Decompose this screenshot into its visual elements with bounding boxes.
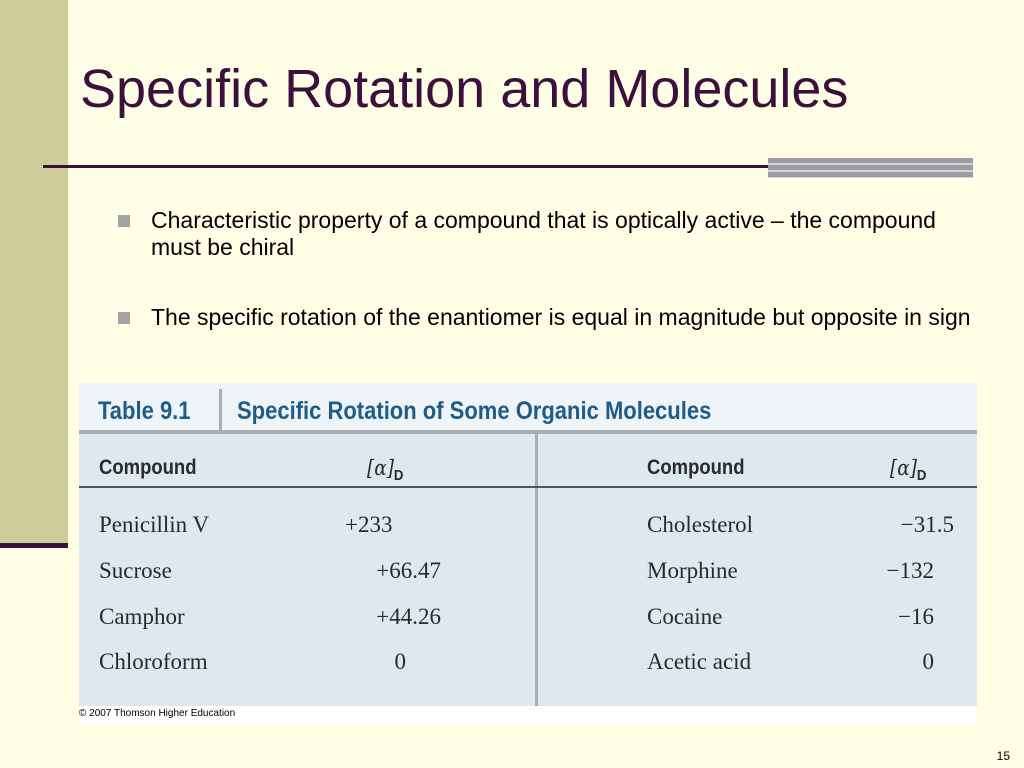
left-compound-header: Compound bbox=[99, 456, 197, 479]
left-compound-cell: Penicillin V bbox=[99, 512, 210, 537]
right-compound-header: Compound bbox=[647, 456, 745, 479]
rotation-subscript: D bbox=[916, 467, 927, 485]
bullet-text: Characteristic property of a compound that is optically active – the compound must be chiral bbox=[151, 207, 936, 260]
alpha-symbol: [α] bbox=[890, 456, 917, 480]
left-compound-cell: Camphor bbox=[99, 604, 185, 629]
right-rotation-cell: −132 bbox=[886, 558, 934, 583]
left-rotation-cell: +44.26 bbox=[376, 604, 441, 629]
left-accent-rule bbox=[0, 543, 68, 548]
bullet-item bbox=[118, 207, 978, 261]
title-underline bbox=[43, 165, 771, 168]
copyright-footer: © 2007 Thomson Higher Education bbox=[79, 708, 236, 719]
table-caption: Specific Rotation of Some Organic Molecules bbox=[237, 397, 712, 425]
left-compound-cell: Chloroform bbox=[99, 649, 208, 674]
table-column-divider bbox=[535, 434, 538, 706]
right-compound-cell: Cholesterol bbox=[647, 512, 754, 537]
column-header-rule bbox=[79, 486, 977, 488]
rotation-subscript: D bbox=[393, 467, 404, 485]
right-rotation-cell: −31.5 bbox=[900, 512, 954, 537]
left-rotation-cell: +233 bbox=[345, 512, 393, 537]
rotation-table-figure bbox=[79, 383, 977, 724]
bullet-list bbox=[118, 207, 978, 374]
right-compound-cell: Morphine bbox=[647, 558, 738, 583]
right-rotation-cell: −16 bbox=[898, 604, 934, 629]
left-accent-band bbox=[0, 0, 68, 546]
bullet-item bbox=[118, 304, 978, 331]
square-bullet-icon bbox=[118, 215, 130, 227]
page-number: 15 bbox=[996, 749, 1010, 763]
left-rotation-cell: 0 bbox=[394, 649, 406, 674]
alpha-symbol: [α] bbox=[367, 456, 394, 480]
left-compound-cell: Sucrose bbox=[99, 558, 172, 583]
table-body bbox=[79, 434, 977, 706]
right-compound-cell: Cocaine bbox=[647, 604, 723, 629]
square-bullet-icon bbox=[118, 312, 130, 324]
right-compound-cell: Acetic acid bbox=[647, 649, 752, 674]
left-rotation-cell: +66.47 bbox=[376, 558, 441, 583]
right-rotation-header bbox=[890, 456, 926, 484]
right-rotation-cell: 0 bbox=[922, 649, 934, 674]
title-underline-accent bbox=[768, 158, 973, 178]
bullet-text: The specific rotation of the enantiomer is equal in magnitude but opposite in sign bbox=[151, 304, 971, 330]
slide-title: Specific Rotation and Molecules bbox=[80, 59, 849, 119]
left-rotation-header bbox=[367, 456, 403, 484]
table-number: Table 9.1 bbox=[98, 397, 191, 425]
table-title-divider bbox=[219, 389, 222, 433]
